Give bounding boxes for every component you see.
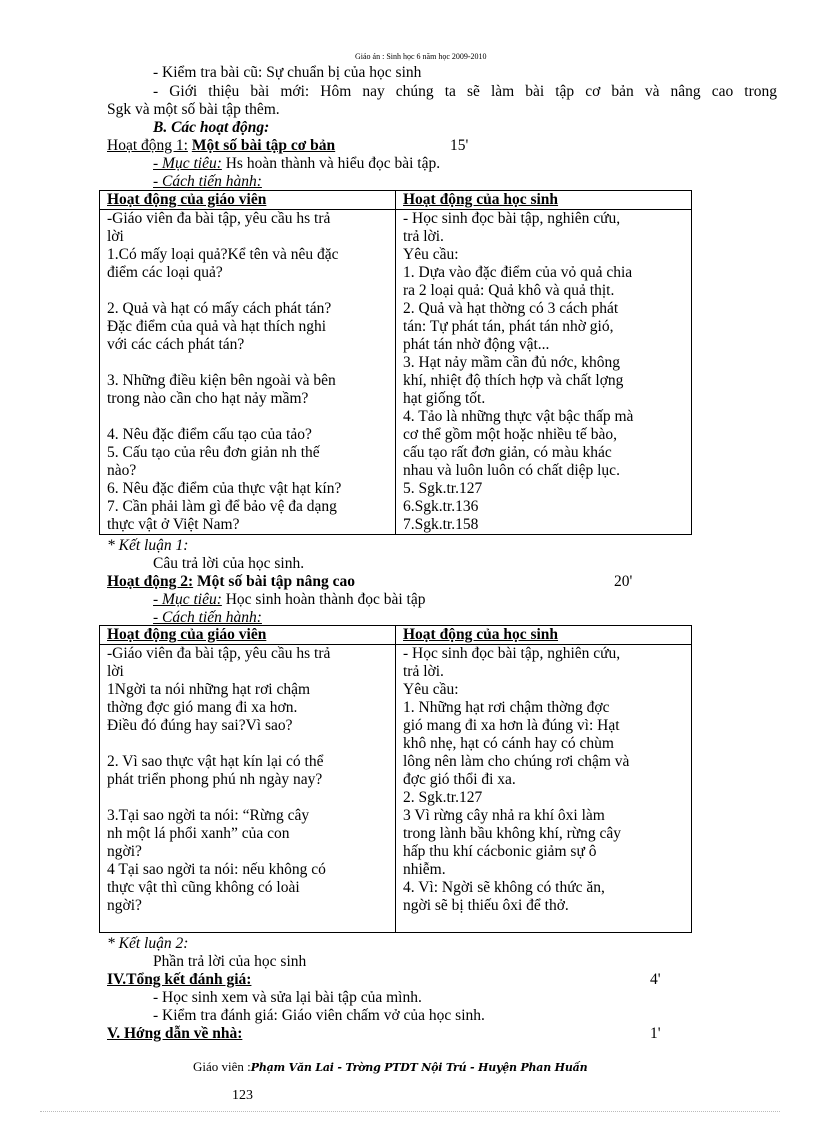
- text-line: điểm các loại quả?: [107, 264, 223, 281]
- text-line: 2. Vì sao thực vật hạt kín lại có thể: [107, 753, 324, 770]
- text-line: phát tán nhờ động vật...: [403, 336, 550, 353]
- activity-1-title: Một số bài tập cơ bản: [191, 137, 336, 154]
- section-v-time: 1': [650, 1025, 661, 1042]
- text-line: lông nên làm cho chúng rơi chậm và: [403, 753, 630, 770]
- activity-2-objective: [153, 591, 425, 609]
- text-line: Điều đó đúng hay sai?Vì sao?: [107, 717, 293, 734]
- text-line: trong lành bầu không khí, rừng cây: [403, 825, 622, 842]
- text-line: thực vật thì cũng không có loài: [107, 879, 300, 896]
- text-line: 5. Cấu tạo của rêu đơn giản nh thế: [107, 444, 320, 461]
- text-line: -Giáo viên đa bài tập, yêu cầu hs trả: [107, 645, 331, 662]
- objective-text: Hs hoàn thành và hiểu đọc bài tập.: [225, 155, 441, 172]
- text-line: 1. Những hạt rơi chậm thờng đợc: [403, 699, 610, 716]
- text-line: 3. Hạt nảy mầm cần đủ nớc, không: [403, 354, 620, 371]
- table-2-header-teacher: Hoạt động của giáo viên: [100, 626, 396, 645]
- table-1-header-teacher: Hoạt động của giáo viên: [100, 191, 396, 210]
- text-line: Đặc điểm của quả và hạt thích nghi: [107, 318, 327, 335]
- text-line: 4 Tại sao ngời ta nói: nếu không có: [107, 861, 326, 878]
- conclusion-1-text: Câu trả lời của học sinh.: [153, 555, 305, 572]
- text-line: ra 2 loại quả: Quả khô và quả thịt.: [403, 282, 615, 299]
- text-line: nhiễm.: [403, 861, 446, 878]
- activity-1-time: 15': [450, 137, 469, 154]
- activity-2-time: 20': [614, 573, 633, 590]
- text-line: 2. Sgk.tr.127: [403, 789, 483, 806]
- text-line: trong nào cần cho hạt nảy mầm?: [107, 390, 309, 407]
- text-line: 7.Sgk.tr.158: [403, 516, 479, 533]
- text-line: 1. Dựa vào đặc điểm của vỏ quả chia: [403, 264, 633, 281]
- text-line: [107, 735, 389, 753]
- text-line: ngời?: [107, 843, 142, 860]
- text-line: lời: [107, 663, 124, 680]
- text-line: - Học sinh đọc bài tập, nghiên cứu,: [403, 645, 621, 662]
- activity-1-method: - Cách tiến hành:: [153, 173, 262, 190]
- section-iv-line-1: - Học sinh xem và sửa lại bài tập của mình.: [153, 989, 422, 1006]
- text-line: 3.Tại sao ngời ta nói: “Rừng cây: [107, 807, 310, 824]
- table-2-student-cell: [396, 645, 692, 933]
- text-line: Yêu cầu:: [403, 681, 459, 698]
- text-line: phát triển phong phú nh ngày nay?: [107, 771, 323, 788]
- section-iv-heading: IV.Tổng kết đánh giá:: [107, 971, 252, 988]
- text-line: Yêu cầu:: [403, 246, 459, 263]
- page-header: Giáo án : Sinh học 6 năm học 2009-2010: [355, 52, 487, 61]
- activity-2-title: Một số bài tập nâng cao: [197, 573, 356, 590]
- activity-2-label: Hoạt động 2:: [107, 573, 194, 590]
- page-number: 123: [232, 1088, 253, 1103]
- activity-2-table: [99, 625, 692, 933]
- text-line: 6. Nêu đặc điểm của thực vật hạt kín?: [107, 480, 342, 497]
- table-1-header-student: Hoạt động của học sinh: [396, 191, 692, 210]
- text-line: 1Ngời ta nói những hạt rơi chậm: [107, 681, 311, 698]
- text-line: 4. Tảo là những thực vật bậc thấp mà: [403, 408, 634, 425]
- text-line: 7. Cần phải làm gì để bảo vệ đa dạng: [107, 498, 337, 515]
- text-line: trả lời.: [403, 228, 444, 245]
- objective-label: - Mục tiêu:: [153, 591, 222, 608]
- text-line: gió mang đi xa hơn là đúng vì: Hạt: [403, 717, 620, 734]
- text-line: nh một lá phổi xanh” của con: [107, 825, 290, 842]
- table-1-teacher-cell: [100, 210, 396, 535]
- section-b-heading: B. Các hoạt động:: [153, 119, 270, 136]
- text-line: nhau và luôn luôn có chất diệp lục.: [403, 462, 620, 479]
- text-line: 4. Nêu đặc điểm cấu tạo của tảo?: [107, 426, 312, 443]
- text-line: hạt giống tốt.: [403, 390, 486, 407]
- intro-line-2: - Giới thiệu bài mới: Hôm nay chúng ta sẽ làm bài tập cơ bản và nâng cao trong: [153, 83, 777, 100]
- section-v-heading: V. Hớng dẫn về nhà:: [107, 1025, 243, 1042]
- intro-line-1: - Kiểm tra bài cũ: Sự chuẩn bị của học sinh: [153, 64, 422, 81]
- text-line: 4. Vì: Ngời sẽ không có thức ăn,: [403, 879, 605, 896]
- text-line: -Giáo viên đa bài tập, yêu cầu hs trả: [107, 210, 331, 227]
- text-line: 2. Quả và hạt có mấy cách phát tán?: [107, 300, 332, 317]
- objective-text: Học sinh hoàn thành đọc bài tập: [225, 591, 426, 608]
- footer-teacher-label: Giáo viên :: [193, 1059, 251, 1074]
- activity-1-heading: [107, 137, 335, 155]
- text-line: [107, 282, 389, 300]
- text-line: [107, 408, 389, 426]
- text-line: [107, 789, 389, 807]
- table-1-student-cell: [396, 210, 692, 535]
- text-line: - Học sinh đọc bài tập, nghiên cứu,: [403, 210, 621, 227]
- text-line: tán: Tự phát tán, phát tán nhờ gió,: [403, 318, 614, 335]
- text-line: thực vật ở Việt Nam?: [107, 516, 240, 533]
- text-line: trả lời.: [403, 663, 444, 680]
- conclusion-2-text: Phần trả lời của học sinh: [153, 953, 307, 970]
- text-line: hấp thu khí cácbonic giảm sự ô: [403, 843, 597, 860]
- objective-label: - Mục tiêu:: [153, 155, 222, 172]
- text-line: [107, 354, 389, 372]
- text-line: ngời sẽ bị thiếu ôxi để thở.: [403, 897, 569, 914]
- text-line: thờng đợc gió mang đi xa hơn.: [107, 699, 298, 716]
- text-line: 1.Có mấy loại quả?Kể tên và nêu đặc: [107, 246, 339, 263]
- text-line: lời: [107, 228, 124, 245]
- text-line: nào?: [107, 462, 137, 479]
- text-line: cơ thể gồm một hoặc nhiều tế bào,: [403, 426, 617, 443]
- text-line: 3 Vì rừng cây nhả ra khí ôxi làm: [403, 807, 605, 824]
- section-iv-line-2: - Kiểm tra đánh giá: Giáo viên chấm vở của học sinh.: [153, 1007, 485, 1024]
- text-line: 2. Quả và hạt thờng có 3 cách phát: [403, 300, 619, 317]
- activity-2-heading: [107, 573, 355, 591]
- text-line: với các cách phát tán?: [107, 336, 245, 353]
- text-line: khí, nhiệt độ thích hợp và chất lợng: [403, 372, 624, 389]
- footer-teacher: [193, 1058, 587, 1077]
- conclusion-2-label: * Kết luận 2:: [107, 935, 189, 952]
- section-iv-time: 4': [650, 971, 661, 988]
- conclusion-1-label: * Kết luận 1:: [107, 537, 189, 554]
- text-line: khô nhẹ, hạt có cánh hay có chùm: [403, 735, 614, 752]
- activity-1-table: [99, 190, 692, 535]
- activity-2-method: - Cách tiến hành:: [153, 609, 262, 626]
- table-2-teacher-cell: [100, 645, 396, 933]
- activity-1-objective: [153, 155, 440, 173]
- intro-line-3: Sgk và một số bài tập thêm.: [107, 101, 280, 118]
- text-line: 6.Sgk.tr.136: [403, 498, 479, 515]
- table-2-header-student: Hoạt động của học sinh: [396, 626, 692, 645]
- text-line: đợc gió thổi đi xa.: [403, 771, 516, 788]
- activity-1-label: Hoạt động 1:: [107, 137, 188, 154]
- text-line: 5. Sgk.tr.127: [403, 480, 483, 497]
- footer-teacher-name: Phạm Văn Lai - Trờng PTDT Nội Trú - Huyện Phan Huấn: [250, 1061, 588, 1074]
- footer-divider: [40, 1111, 780, 1112]
- text-line: 3. Những điều kiện bên ngoài và bên: [107, 372, 336, 389]
- text-line: ngời?: [107, 897, 142, 914]
- text-line: cấu tạo rất đơn giản, có màu khác: [403, 444, 612, 461]
